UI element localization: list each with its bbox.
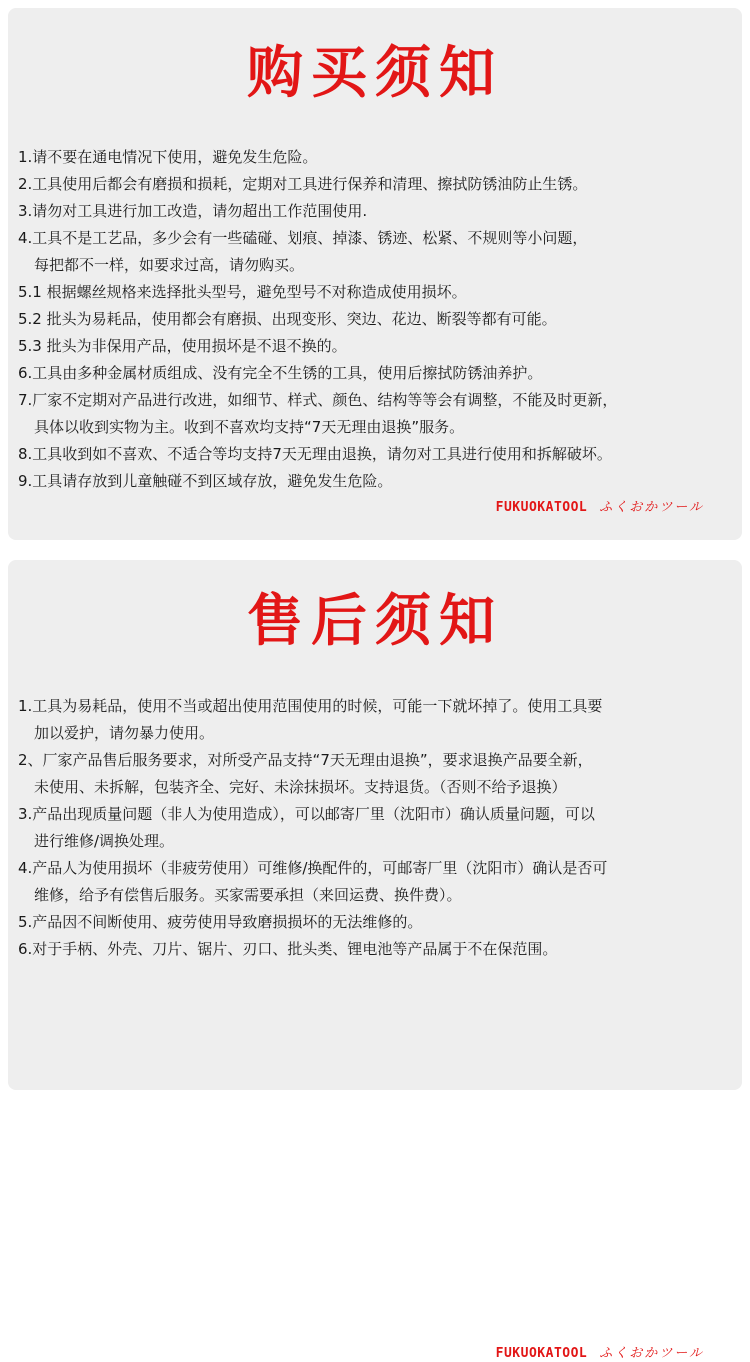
list-item: 3.产品出现质量问题（非人为使用造成），可以邮寄厂里（沈阳市）确认质量问题，可以 [18,805,595,823]
list-item: 5.产品因不间断使用、疲劳使用导致磨损损坏的无法维修的。 [18,913,423,931]
list-item-continuation: 进行维修/调换处理。 [34,832,175,850]
list-item: 5.2 批头为易耗品，使用都会有磨损、出现变形、突边、花边、断裂等都有可能。 [18,310,557,328]
list-item: 2.工具使用后都会有磨损和损耗，定期对工具进行保养和清理、擦拭防锈油防止生锈。 [18,175,588,193]
list-item: 6.对于手柄、外壳、刀片、锯片、刃口、批头类、锂电池等产品属于不在保范围。 [18,940,558,958]
brand-name-japanese: ふくおかツール [599,1346,704,1361]
list-item-continuation: 具体以收到实物为主。收到不喜欢均支持“7天无理由退换”服务。 [34,418,465,436]
brand-signature [496,500,704,516]
purchase-notice-list [18,144,730,495]
list-item: 6.工具由多种金属材质组成、没有完全不生锈的工具，使用后擦拭防锈油养护。 [18,364,543,382]
list-item: 5.3 批头为非保用产品，使用损坏是不退不换的。 [18,337,347,355]
after-sales-notice-panel [8,560,742,1361]
brand-signature [496,1346,704,1362]
list-item-continuation: 加以爱护，请勿暴力使用。 [34,724,215,742]
after-sales-notice-title: 售后须知 [247,589,503,654]
purchase-notice-title: 购买须知 [247,41,503,106]
list-item: 8.工具收到如不喜欢、不适合等均支持7天无理由退换，请勿对工具进行使用和拆解破坏。 [18,445,612,463]
list-item: 2、厂家产品售后服务要求，对所受产品支持“7天无理由退换”，要求退换产品要全新， [18,751,593,769]
brand-name-japanese: ふくおかツール [599,500,704,515]
list-item: 9.工具请存放到儿童触碰不到区域存放，避免发生危险。 [18,472,393,490]
list-item: 1.工具为易耗品，使用不当或超出使用范围使用的时候，可能一下就坏掉了。使用工具要 [18,697,603,715]
list-item: 5.1 根据螺丝规格来选择批头型号，避免型号不对称造成使用损坏。 [18,283,467,301]
purchase-notice-panel [8,8,742,540]
list-item-continuation: 维修，给予有偿售后服务。买家需要承担（来回运费、换件费）。 [34,886,462,904]
list-item: 3.请勿对工具进行加工改造，请勿超出工作范围使用. [18,202,368,220]
brand-name-english: FUKUOKATOOL [495,1346,588,1361]
list-item: 1.请不要在通电情况下使用，避免发生危险。 [18,148,318,166]
brand-name-english: FUKUOKATOOL [495,500,588,515]
list-item-continuation: 未使用、未拆解，包装齐全、完好、未涂抹损坏。支持退货。（否则不给予退换） [34,778,567,796]
after-sales-notice-list [18,693,730,963]
list-item-continuation: 每把都不一样，如要求过高，请勿购买。 [34,256,305,274]
list-item: 4.工具不是工艺品，多少会有一些磕碰、划痕、掉漆、锈迹、松紧、不规则等小问题， [18,229,588,247]
list-item: 7.厂家不定期对产品进行改进，如细节、样式、颜色、结构等等会有调整，不能及时更新， [18,391,618,409]
list-item: 4.产品人为使用损坏（非疲劳使用）可维修/换配件的，可邮寄厂里（沈阳市）确认是否可 [18,859,608,877]
